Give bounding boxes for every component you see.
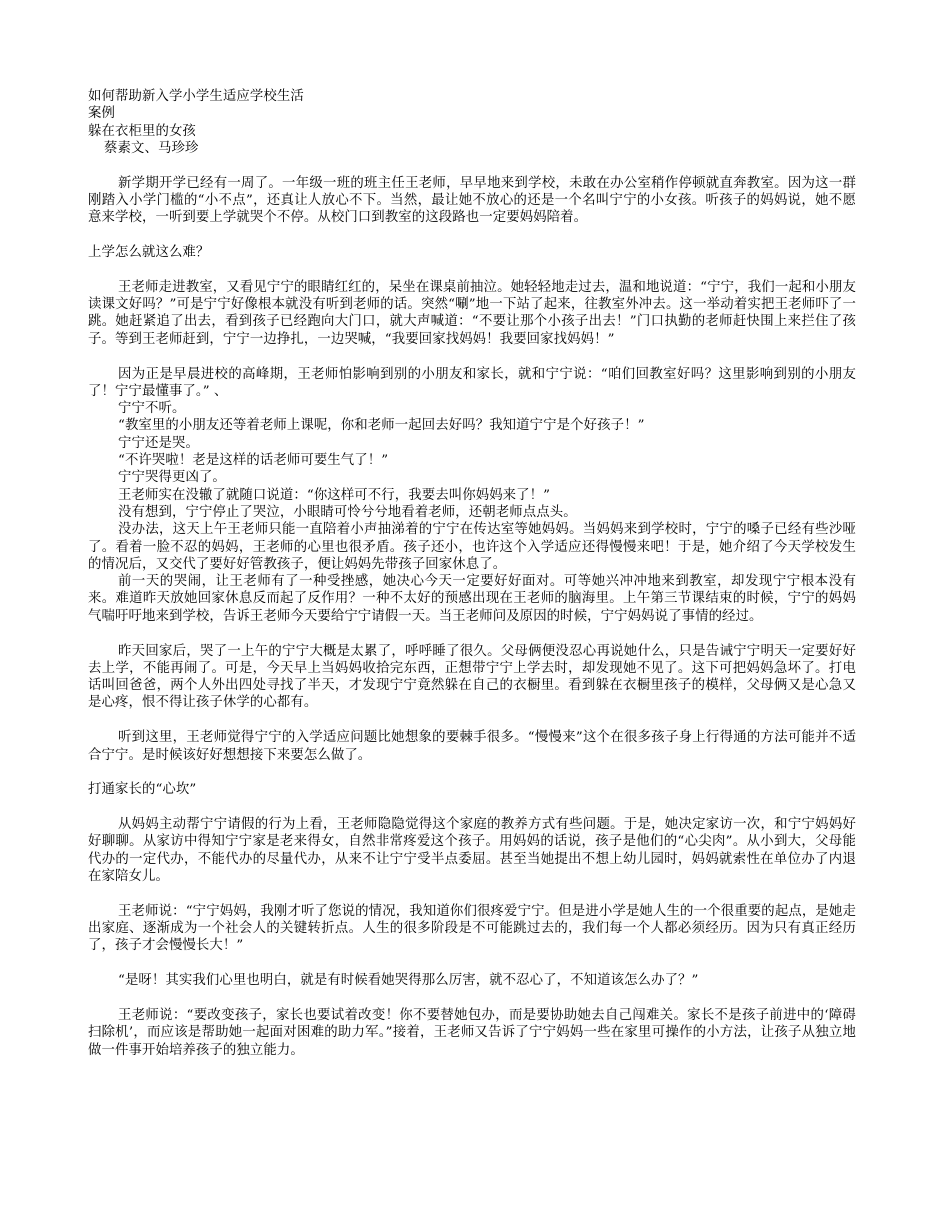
dialogue-line: 宁宁哭得更凶了。	[118, 470, 226, 486]
paragraph: 昨天回家后，哭了一上午的宁宁大概是太累了，呼呼睡了很久。父母俩便没忍心再说她什么，只是告诫宁宁明天一定要好好去上学，不能再闹了。可是，今天早上当妈妈收拾完东西，正想带宁宁上学去时，却发现她不见了。这下可把妈妈急坏了。打电话叫回爸爸，两个人外出四处寻找了半天，才发现宁宁竟然躲在自己的衣橱里。看到躲在衣橱里孩子的模样，父母俩又是心急又是心疼，恨不得让孩子休学的心都有。	[88, 643, 856, 711]
intro-paragraph: 新学期开学已经有一周了。一年级一班的班主任王老师，早早地来到学校，未敢在办公室稍作停顿就直奔教室。因为这一群刚踏入小学门槛的“小不点”，还真让人放心不下。当然，最让她不放心的还是一个名叫宁宁的小女孩。听孩子的妈妈说，她不愿意来学校，一听到要上学就哭个不停。从校门口到教室的这段路也一定要妈妈陪着。	[88, 175, 856, 226]
dialogue-line: “不许哭啦！老是这样的话老师可要生气了！”	[118, 453, 389, 469]
paragraph: 没办法，这天上午王老师只能一直陪着小声抽涕着的宁宁在传达室等她妈妈。当妈妈来到学校时，宁宁的嗓子已经有些沙哑了。看着一脸不忍的妈妈，王老师的心里也很矛盾。孩子还小，也许这个入学适应还得慢慢来吧！于是，她介绍了今天学校发生的情况后，又交代了要好好管教孩子，便让妈妈先带孩子回家休息了。	[88, 522, 856, 572]
paragraph: 王老师走进教室，又看见宁宁的眼睛红红的，呆坐在课桌前抽泣。她轻轻地走过去，温和地说道：“宁宁，我们一起和小朋友读课文好吗？”可是宁宁好像根本就没有听到老师的话。突然“唰”地一下站了起来，往教室外冲去。这一举动着实把王老师吓了一跳。她赶紧追了出去，看到孩子已经跑向大门口，就大声喊道：“不要让那个小孩子出去！”门口执勤的老师赶快围上来拦住了孩子。等到王老师赶到，宁宁一边挣扎，一边哭喊，“我要回家找妈妈！我要回家找妈妈！”	[88, 279, 856, 347]
dialogue-line: 王老师实在没辙了就随口说道：“你这样可不行，我要去叫你妈妈来了！”	[118, 487, 551, 503]
paragraph: 王老师说：“宁宁妈妈，我刚才听了您说的情况，我知道你们很疼爱宁宁。但是进小学是她人生的一个很重要的起点，是她走出家庭、逐渐成为一个社会人的关键转折点。人生的很多阶段是不可能跳过去的，我们每一个人都必须经历。因为只有真正经历了，孩子才会慢慢长大！”	[88, 903, 856, 954]
dialogue-line: 宁宁还是哭。	[118, 435, 199, 451]
document-label: 案例	[88, 106, 115, 122]
dialogue-line: “教室里的小朋友还等着老师上课呢，你和老师一起回去好吗？我知道宁宁是个好孩子！”	[118, 418, 645, 434]
document-page	[88, 88, 856, 1059]
paragraph: 从妈妈主动帮宁宁请假的行为上看，王老师隐隐觉得这个家庭的教养方式有些问题。于是，她决定家访一次，和宁宁妈妈好好聊聊。从家访中得知宁宁家是老来得女，自然非常疼爱这个孩子。用妈妈的话说，孩子是他们的“心尖肉”。从小到大，父母能代办的一定代办，不能代办的尽量代办，从来不让宁宁受半点委屈。甚至当她提出不想上幼儿园时，妈妈就索性在单位办了内退在家陪女儿。	[88, 817, 856, 884]
document-subtitle: 躲在衣柜里的女孩	[88, 123, 196, 139]
paragraph: 因为正是早晨进校的高峰期，王老师怕影响到别的小朋友和家长，就和宁宁说：“咱们回教室好吗？这里影响到别的小朋友了！宁宁最懂事了。” 、	[88, 366, 856, 399]
paragraph: 听到这里，王老师觉得宁宁的入学适应问题比她想象的要棘手很多。“慢慢来”这个在很多孩子身上行得通的方法可能并不适合宁宁。是时候该好好想想接下来要怎么做了。	[88, 730, 856, 763]
paragraph: “是呀！其实我们心里也明白，就是有时候看她哭得那么厉害，就不忍心了，不知道该怎么办了？”	[118, 973, 699, 989]
section-heading-1: 上学怎么就这么难？	[88, 245, 210, 261]
dialogue-line: 宁宁不听。	[118, 401, 186, 417]
paragraph: 前一天的哭闹，让王老师有了一种受挫感，她决心今天一定要好好面对。可等她兴冲冲地来到教室，却发现宁宁根本没有来。难道昨天放她回家休息反而起了反作用？一种不太好的预感出现在王老师的脑海里。上午第三节课结束的时候，宁宁的妈妈气喘吁吁地来到学校，告诉王老师今天要给宁宁请假一天。当王老师问及原因的时候，宁宁妈妈说了事情的经过。	[88, 574, 856, 624]
section-heading-2: 打通家长的“心坎”	[88, 782, 197, 798]
dialogue-line: 没有想到，宁宁停止了哭泣，小眼睛可怜兮兮地看着老师，还朝老师点点头。	[118, 504, 577, 520]
document-authors: 蔡素文、马珍珍	[104, 140, 199, 156]
document-title: 如何帮助新入学小学生适应学校生活	[88, 89, 304, 104]
paragraph: 王老师说：“要改变孩子，家长也要试着改变！你不要替她包办，而是要协助她去自己闯难关。家长不是孩子前进中的‘障碍扫除机’，而应该是帮助她一起面对困难的助力军。”接着，王老师又告诉了宁宁妈妈一些在家里可操作的小方法，让孩子从独立地做一件事开始培养孩子的独立能力。	[88, 1007, 856, 1058]
